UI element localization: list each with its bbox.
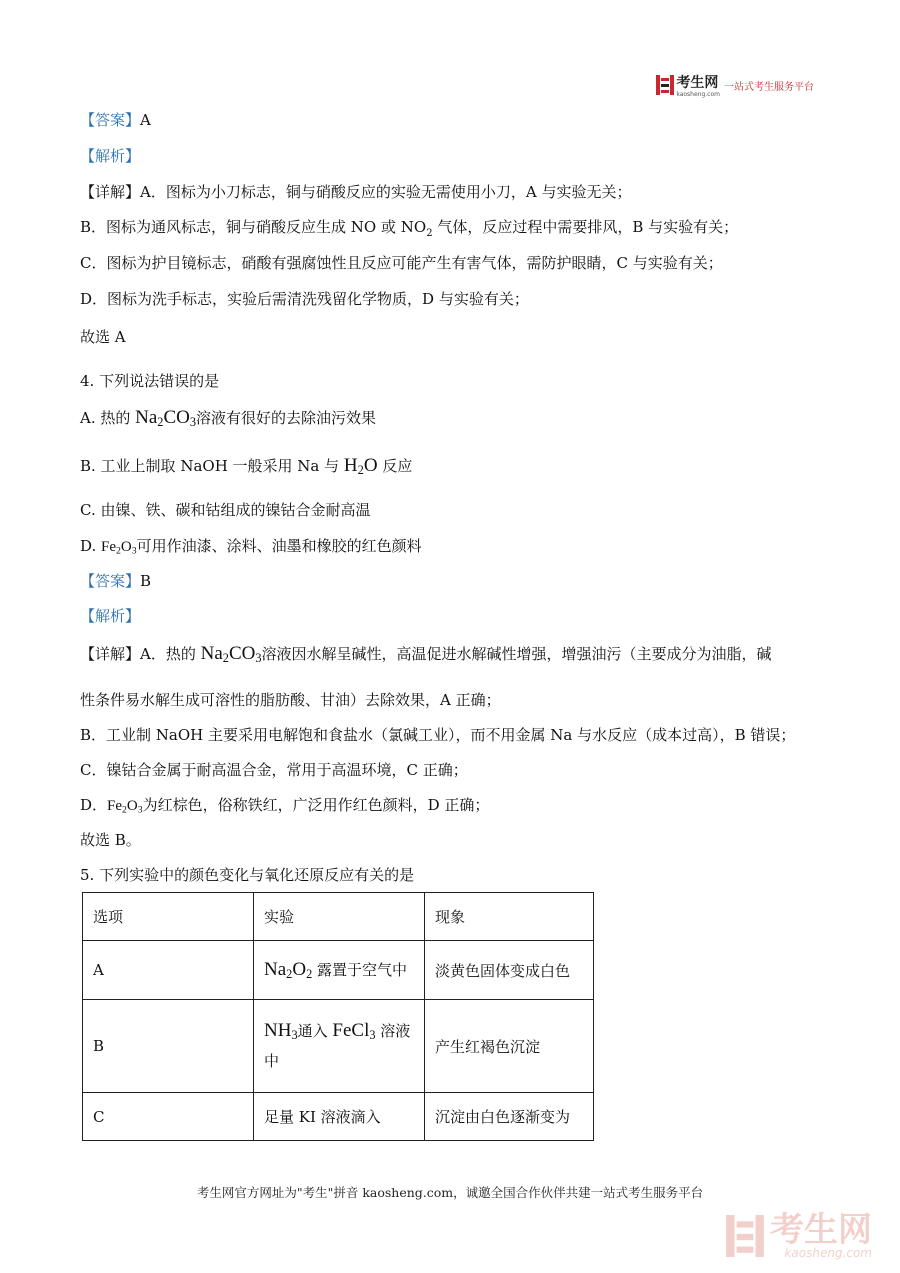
logo-name: 考生网 — [676, 74, 719, 91]
analysis-tag: 【解析】 — [80, 607, 141, 625]
page-footer: 考生网官方网址为"考生"拼音 kaosheng.com，诚邀全国合作伙伴共建一站式考生服务平台 — [196, 1185, 704, 1200]
table-row — [83, 941, 594, 1000]
q3-detail-b — [80, 216, 738, 239]
option-text: 反应 — [377, 457, 413, 475]
watermark-text — [770, 1210, 872, 1260]
q5-table — [82, 892, 594, 1141]
q4-option-c: C. 由镍、铁、碳和钴组成的镍钴合金耐高温 — [80, 501, 371, 519]
formula-fe2o3: $Fe_2O_3$ — [101, 539, 137, 557]
experiment-cell: $NH_3$通入 FeCl$_3$ 溶液 中 — [254, 1000, 425, 1093]
option-cell: A — [83, 941, 254, 1000]
formula-nh3: $NH_3$ — [264, 1020, 298, 1043]
q3-conclusion: 故选 A — [80, 328, 126, 346]
detail-text: A．图标为小刀标志，铜与硝酸反应的实验无需使用小刀，A 与实验无关； — [140, 183, 632, 201]
answer-value: B — [140, 572, 152, 590]
table-row — [83, 1000, 594, 1093]
table-row — [83, 1093, 594, 1141]
formula-h2o: $H_2O$ — [343, 455, 378, 478]
analysis-tag: 【解析】 — [80, 147, 141, 165]
detail-text: B．图标为通风标志，铜与硝酸反应生成 NO 或 NO — [80, 218, 427, 236]
header-cell: 选项 — [83, 893, 254, 941]
watermark — [726, 1210, 872, 1260]
q4-answer-line — [80, 570, 151, 591]
q4-option-b — [80, 455, 412, 477]
q3-analysis-line — [80, 145, 140, 166]
logo-url: kaosheng.com — [676, 90, 720, 98]
q4-detail-d — [80, 794, 489, 815]
detail-text: A．热的 — [140, 645, 201, 663]
option-cell: C — [83, 1093, 254, 1141]
detail-text: 气体，反应过程中需要排风，B 与实验有关； — [432, 218, 739, 236]
formula-fe2o3: $Fe_2O_3$ — [107, 798, 143, 816]
header-logo — [656, 72, 814, 98]
watermark-name: 考生网 — [770, 1210, 872, 1250]
q4-detail-a-line2: 性条件易水解生成可溶性的脂肪酸、甘油）去除效果，A 正确； — [80, 691, 501, 709]
option-text: 可用作油漆、涂料、油墨和橡胶的红色颜料 — [136, 537, 422, 555]
formula-fecl3: FeCl$_3$ — [332, 1020, 376, 1043]
table-header-row — [83, 893, 594, 941]
q3-detail-c: C．图标为护目镜标志，硝酸有强腐蚀性且反应可能产生有害气体，需防护眼睛，C 与实验有关； — [80, 254, 723, 272]
q4-detail-a — [80, 643, 772, 665]
phenomenon-cell: 沉淀由白色逐渐变为 — [425, 1093, 594, 1141]
experiment-cell: 足量 KI 溶液滴入 — [254, 1093, 425, 1141]
formula-na2co3: $Na_2CO_3$ — [135, 407, 197, 430]
detail-text: D． — [80, 796, 108, 814]
answer-value: A — [140, 111, 151, 129]
q3-detail-a — [80, 181, 631, 202]
detail-tag: 【详解】 — [80, 183, 141, 201]
option-text: A. 热的 — [80, 409, 136, 427]
experiment-cell: $Na_2O_2$ 露置于空气中 — [254, 941, 425, 1000]
formula-na2co3: $Na_2CO_3$ — [200, 643, 262, 666]
option-text: 溶液有很好的去除油污效果 — [196, 409, 377, 427]
header-cell: 现象 — [425, 893, 594, 941]
q4-stem: 4. 下列说法错误的是 — [80, 372, 220, 390]
phenomenon-cell: 淡黄色固体变成白色 — [425, 941, 594, 1000]
watermark-logo-icon — [726, 1215, 764, 1257]
option-cell: B — [83, 1000, 254, 1093]
header-cell: 实验 — [254, 893, 425, 941]
q5-stem: 5. 下列实验中的颜色变化与氧化还原反应有关的是 — [80, 866, 415, 884]
q4-option-a — [80, 407, 376, 429]
q4-analysis-line — [80, 605, 140, 626]
answer-tag: 【答案】 — [80, 572, 141, 590]
answer-tag: 【答案】 — [80, 111, 141, 129]
detail-text: 为红棕色，俗称铁红，广泛用作红色颜料，D 正确； — [142, 796, 490, 814]
kaosheng-logo-icon — [656, 75, 674, 95]
logo-slogan: 一站式考生服务平台 — [724, 81, 814, 93]
q4-detail-b: B．工业制 NaOH 主要采用电解饱和食盐水（氯碱工业），而不用金属 Na 与水反应（成本过高），B 错误； — [80, 726, 796, 744]
q4-detail-c: C．镍钴合金属于耐高温合金，常用于高温环境，C 正确； — [80, 761, 468, 779]
logo-text-block — [676, 73, 720, 98]
formula-na2o2: $Na_2O_2$ — [264, 959, 313, 982]
q4-option-d — [80, 535, 422, 556]
phenomenon-cell: 产生红褐色沉淀 — [425, 1000, 594, 1093]
detail-text: 溶液因水解呈碱性，高温促进水解碱性增强，增强油污（主要成分为油脂，碱 — [261, 645, 772, 663]
q3-detail-d: D．图标为洗手标志，实验后需清洗残留化学物质，D 与实验有关； — [80, 290, 529, 308]
watermark-url: kaosheng.com — [784, 1246, 872, 1260]
option-text: D. — [80, 537, 102, 555]
q3-answer-line — [80, 109, 151, 130]
subscript: 2 — [426, 228, 433, 239]
option-text: B. 工业上制取 NaOH 一般采用 Na 与 — [80, 457, 344, 475]
detail-tag: 【详解】 — [80, 645, 141, 663]
q4-conclusion: 故选 B。 — [80, 831, 141, 849]
